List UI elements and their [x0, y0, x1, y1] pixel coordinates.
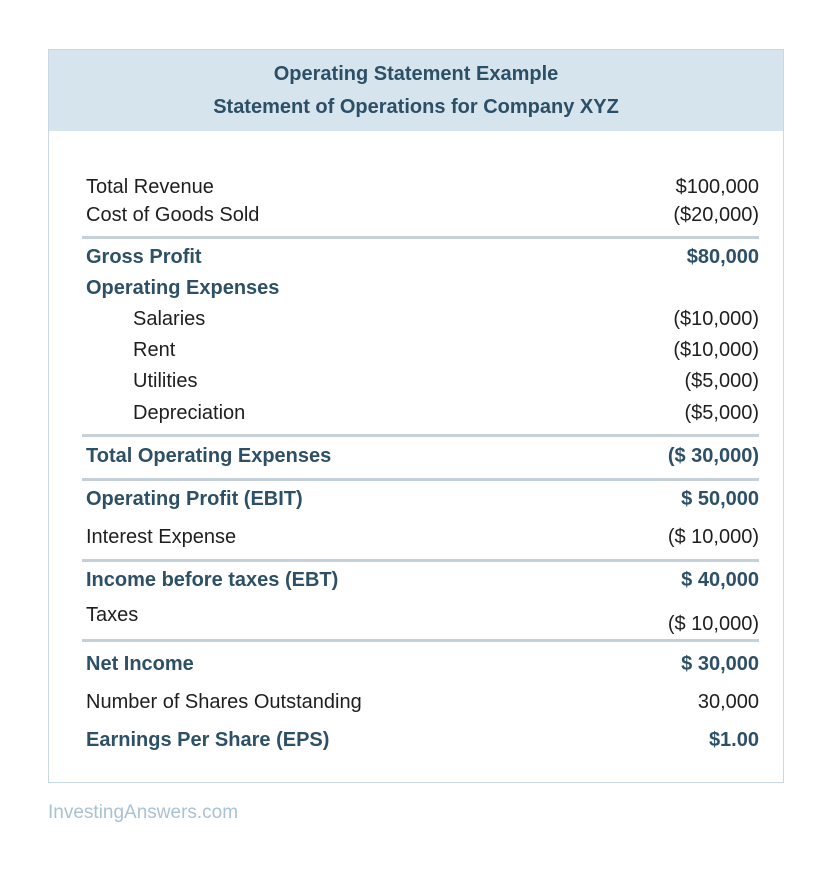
- row-label: Operating Expenses: [86, 277, 280, 299]
- row-value: ($20,000): [673, 204, 759, 226]
- statement-header: [49, 50, 783, 131]
- row-label: Gross Profit: [86, 246, 202, 268]
- row-value: ($ 10,000): [667, 526, 759, 548]
- statement-subtitle: Statement of Operations for Company XYZ: [213, 95, 619, 118]
- source-credit: InvestingAnswers.com: [48, 802, 239, 823]
- divider: [82, 559, 759, 562]
- divider: [82, 639, 759, 642]
- row-label: Operating Profit (EBIT): [86, 488, 303, 510]
- row-value: $1.00: [708, 729, 759, 751]
- row-net-income: [86, 653, 759, 676]
- row-label: Cost of Goods Sold: [86, 204, 260, 226]
- row-earnings-per-share: [86, 729, 759, 752]
- row-value: ($10,000): [673, 308, 759, 330]
- divider: [82, 478, 759, 481]
- row-utilities: [86, 370, 759, 393]
- row-value: ($ 10,000): [667, 613, 759, 635]
- row-label: Taxes: [86, 604, 139, 626]
- row-rent: [86, 339, 759, 362]
- row-label: Earnings Per Share (EPS): [86, 729, 330, 751]
- row-label: Total Revenue: [86, 176, 214, 198]
- statement-title: Operating Statement Example: [273, 62, 559, 85]
- row-value: $ 40,000: [681, 569, 759, 591]
- row-label: Salaries: [133, 308, 206, 330]
- row-value: ($10,000): [673, 339, 759, 361]
- operating-statement-card: [48, 49, 784, 783]
- row-depreciation: [86, 402, 759, 425]
- row-value: $100,000: [675, 176, 759, 198]
- divider: [82, 434, 759, 437]
- row-label: Depreciation: [133, 402, 246, 424]
- row-operating-profit: [86, 488, 759, 511]
- row-value: $ 50,000: [681, 488, 759, 510]
- divider: [82, 236, 759, 239]
- row-value: ($5,000): [684, 402, 759, 424]
- row-label: Utilities: [133, 370, 198, 392]
- row-salaries: [86, 308, 759, 331]
- row-label: Net Income: [86, 653, 194, 675]
- row-interest-expense: [86, 526, 759, 549]
- row-value: $ 30,000: [681, 653, 759, 675]
- row-cost-of-goods-sold: [86, 204, 759, 227]
- row-label: Income before taxes (EBT): [86, 569, 339, 591]
- row-operating-expenses: [86, 277, 759, 300]
- row-label: Total Operating Expenses: [86, 445, 332, 467]
- row-value: ($5,000): [684, 370, 759, 392]
- row-label: Interest Expense: [86, 526, 237, 548]
- row-income-before-taxes: [86, 569, 759, 592]
- row-taxes: [86, 601, 759, 636]
- row-label: Rent: [133, 339, 176, 361]
- row-total-revenue: [86, 176, 759, 199]
- row-value: ($ 30,000): [667, 445, 759, 467]
- row-value: $80,000: [686, 246, 759, 268]
- row-label: Number of Shares Outstanding: [86, 691, 362, 713]
- row-value: 30,000: [697, 691, 759, 713]
- row-shares-outstanding: [86, 691, 759, 714]
- row-gross-profit: [86, 246, 759, 269]
- row-total-operating-expenses: [86, 445, 759, 468]
